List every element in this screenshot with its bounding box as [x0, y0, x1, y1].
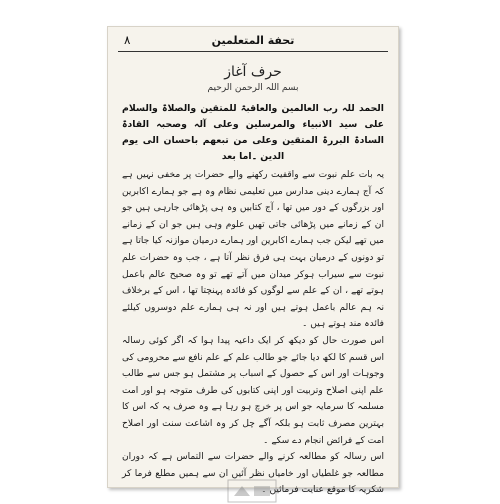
arabic-opening: الحمد للہ رب العالمین والعاقبۃ للمتقین والصلاۃ والسلام علی سید الانبیاء والمرسلین وعلی آلہ وصحبہ القادۃ السادۃ البررۃ المتقین وعلی من تبعھم باحسان الی یوم الدین ۔اما بعد [122, 103, 384, 162]
book-page [107, 26, 399, 496]
paragraph: اس رسالہ کو مطالعہ کرنے والے حضرات سے التماس ہے کہ دوران مطالعہ جو غلطیاں اور خامیاں نظر آئیں ان سے ہمیں مطلع فرما کر شکریہ کا موقع عنایت فرمائیں ۔ [122, 452, 384, 496]
page-header [118, 33, 388, 52]
bismillah: بسم اللہ الرحمن الرحیم [207, 83, 299, 93]
paragraph: یہ بات علم نبوت سے واقفیت رکھنے والے حضرات پر مخفی نہیں ہے کہ آج ہمارے دینی مدارس میں تعلیمی نظام وہ ہے جو ہمارے اکابرین اور بزرگوں کے دور میں تھا ، آج کتابیں وہ ہی پڑھائی جارہی ہیں جو ان کے زمانے میں پڑھائی جاتی تھیں علوم وہی ہیں جو ان کے زمانے میں تھے لیکن جب ہمارے اکابرین اور ہمارے درمیان موازنہ کیا جاتا ہے تو دونوں کے درمیان بہت ہی فرق نظر آتا ہے ، جب وہ حضرات علم نبوت سے سیراب ہوکر میدان میں آتے تھے تو وہ صحیح عالم باعمل ہوتے تھے ، ان کے علم سے لوگوں کو فائدہ پہنچتا تھا ، اس کے برخلاف نہ ہم عالم باعمل ہوتے ہیں اور نہ ہی ہمارے علم دوسروں کیلئے فائدہ مند ہوتے ہیں ۔ [122, 170, 384, 330]
body-text [122, 167, 384, 499]
paragraph: اس صورت حال کو دیکھ کر ایک داعیہ پیدا ہوا کہ اگر کوئی رسالہ اس قسم کا لکھ دیا جائے جو طالب علم کے علم نافع سے محرومی کی وجوہات اور اس کے حصول کے اسباب پر مشتمل ہو جس سے طالب علم اپنی اصلاح وتربیت اور اپنی کتابوں کی طرف متوجہ ہو اور امت مسلمہ کا سرمایہ جو اس پر خرچ ہو رہا ہے وہ صرف یہ کہ اس کا بہترین مصرف ثابت ہو بلکہ آگے چل کر وہ اشاعت سنت اور اصلاح امت کے فرائض انجام دے سکے ۔ [122, 335, 384, 446]
page-number: ۸ [124, 33, 131, 47]
book-title: تحفة المتعلمين [211, 34, 295, 47]
stamp-icon [226, 478, 278, 504]
chapter-heading: حرف آغاز [224, 64, 282, 80]
